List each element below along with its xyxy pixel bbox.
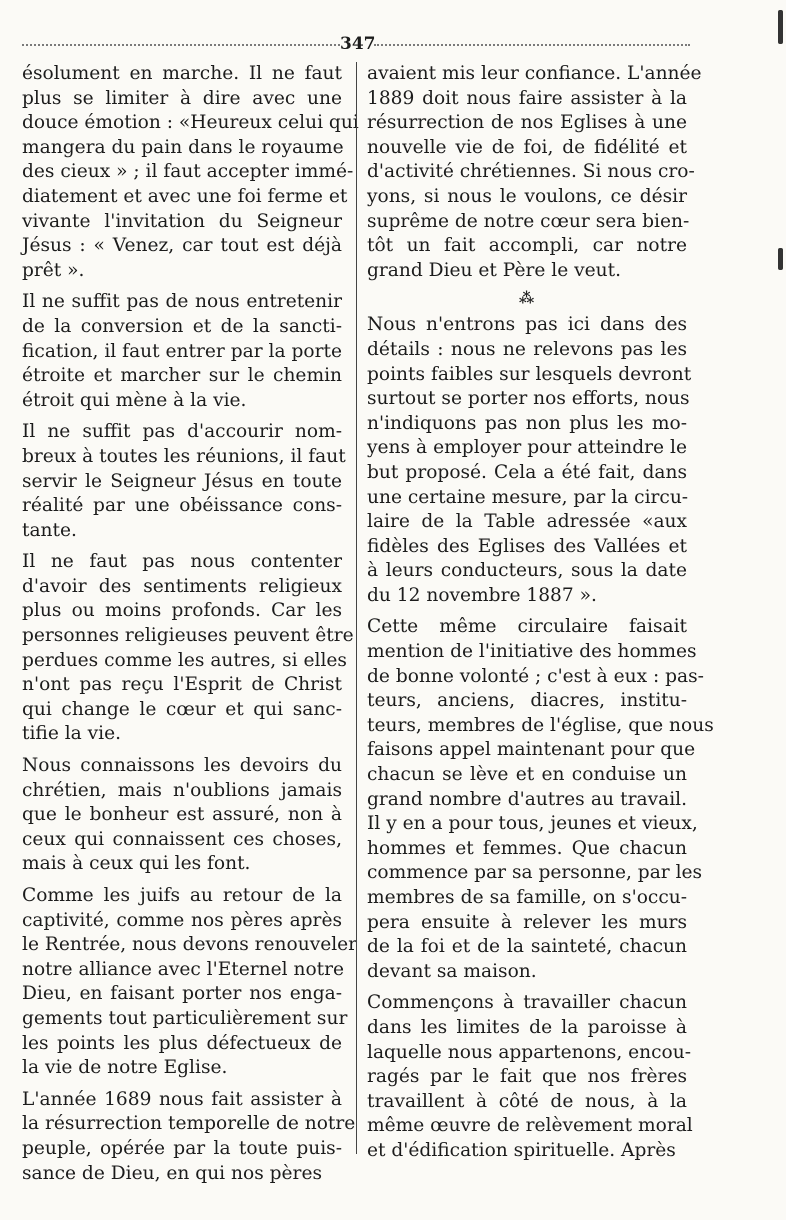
text-line: mais à ceux qui les font.: [22, 853, 251, 875]
paragraph-gap: [22, 1081, 342, 1088]
text-line: Il y en a pour tous, jeunes et vieux,: [367, 813, 698, 835]
text-line: douce émotion : «Heureux celui qui: [22, 112, 359, 134]
text-line: grand nombre d'autres au travail.: [367, 788, 687, 810]
paragraph: [367, 62, 702, 283]
text-line: ragés par le fait que nos frères: [367, 1066, 687, 1088]
paragraph: [22, 420, 346, 543]
text-line: laire de la Table adressée «aux: [367, 511, 687, 533]
text-line: pera ensuite à relever les murs: [367, 911, 687, 933]
text-line: des cieux » ; il faut accepter immé-: [22, 161, 354, 183]
text-line: hommes et femmes. Que chacun: [367, 837, 687, 859]
text-line: points faibles sur lesquels devront: [367, 363, 692, 385]
paragraph: [22, 1088, 356, 1186]
text-line: tifie la vie.: [22, 723, 122, 745]
text-line: 1889 doit nous faire assister à la: [367, 87, 687, 109]
text-line: commence par sa personne, par les: [367, 862, 703, 884]
text-line: et d'édification spirituelle. Après: [367, 1139, 676, 1161]
edge-scan-mark: [778, 10, 783, 44]
text-line: chrétien, mais n'oublions jamais: [22, 779, 342, 801]
text-line: Dieu, en faisant porter nos enga-: [22, 983, 342, 1005]
text-line: sance de Dieu, en qui nos pères: [22, 1162, 322, 1184]
text-line: faisons appel maintenant pour que: [367, 739, 696, 761]
text-line: du 12 novembre 1887 ».: [367, 584, 597, 606]
text-line: personnes religieuses peuvent être: [22, 625, 354, 647]
text-line: plus ou moins profonds. Car les: [22, 600, 342, 622]
text-line: suprême de notre cœur sera bien-: [367, 210, 690, 232]
column-divider: [356, 62, 357, 1154]
text-line: d'activité chrétiennes. Si nous cro-: [367, 161, 695, 183]
text-line: servir le Seigneur Jésus en toute: [22, 470, 342, 492]
text-line: d'avoir des sentiments religieux: [22, 575, 342, 597]
text-line: les points les plus défectueux de: [22, 1032, 342, 1054]
text-line: que le bonheur est assuré, non à: [22, 804, 342, 826]
text-line: n'indiquons pas non plus les mo-: [367, 412, 687, 434]
paragraph-gap: [367, 608, 687, 615]
header-rule-right: [374, 44, 690, 46]
text-line: peuple, opérée par la toute puis-: [22, 1137, 342, 1159]
text-line: plus se limiter à dire avec une: [22, 87, 342, 109]
header-rule-left: [22, 44, 340, 46]
text-line: notre alliance avec l'Eternel notre: [22, 958, 345, 980]
text-line: travaillent à côté de nous, à la: [367, 1090, 687, 1112]
text-line: chacun se lève et en conduise un: [367, 764, 687, 786]
text-line: le Rentrée, nous devons renouveler: [22, 934, 358, 956]
text-line: devant sa maison.: [367, 960, 537, 982]
text-line: ceux qui connaissent ces choses,: [22, 828, 342, 850]
paragraph-gap: [22, 283, 342, 290]
paragraph-gap: [22, 413, 342, 420]
paragraph: [22, 754, 342, 877]
text-line: de la conversion et de la sancti-: [22, 315, 342, 337]
text-line: captivité, comme nos pères après: [22, 909, 342, 931]
paragraph: [367, 615, 714, 984]
text-line: but proposé. Cela a été fait, dans: [367, 461, 687, 483]
text-line: résurrection de nos Eglises à une: [367, 112, 687, 134]
paragraph-gap: [22, 747, 342, 754]
paragraph-gap: [367, 984, 687, 991]
text-line: laquelle nous appartenons, encou-: [367, 1041, 692, 1063]
text-line: mangera du pain dans le royaume: [22, 136, 344, 158]
text-line: étroite et marcher sur le chemin: [22, 365, 342, 387]
section-separator: ⁂: [518, 289, 536, 308]
text-line: gements tout particulièrement sur: [22, 1007, 348, 1029]
text-line: étroit qui mène à la vie.: [22, 389, 247, 411]
text-line: qui change le cœur et qui sanc-: [22, 698, 342, 720]
text-line: nouvelle vie de foi, de fidélité et: [367, 136, 687, 158]
text-line: perdues comme les autres, si elles: [22, 649, 347, 671]
text-line: membres de sa famille, on s'occu-: [367, 887, 687, 908]
text-line: tante.: [22, 519, 77, 541]
text-line: de la foi et de la sainteté, chacun: [367, 936, 687, 958]
text-line: fidèles des Eglises des Vallées et: [367, 535, 687, 557]
text-line: Jésus : « Venez, car tout est déjà: [22, 235, 342, 257]
text-line: prêt ».: [22, 259, 85, 281]
text-line: diatement et avec une foi ferme et: [22, 185, 348, 207]
text-line: L'année 1689 nous fait assister à: [22, 1088, 342, 1110]
text-line: même œuvre de relèvement moral: [367, 1115, 693, 1137]
text-line: teurs, membres de l'église, que nous: [367, 714, 714, 736]
text-line: ésolument en marche. Il ne faut: [22, 63, 342, 84]
text-line: surtout se porter nos efforts, nous: [367, 388, 690, 410]
text-line: n'ont pas reçu l'Esprit de Christ: [22, 674, 342, 696]
paragraph-gap: [22, 543, 342, 550]
text-line: Nous n'entrons pas ici dans des: [367, 314, 687, 336]
text-line: Commençons à travailler chacun: [367, 992, 687, 1014]
paragraph-gap: [22, 877, 342, 884]
text-line: vivante l'invitation du Seigneur: [22, 210, 342, 232]
right-column: [367, 62, 714, 1164]
text-line: breux à toutes les réunions, il faut: [22, 445, 346, 467]
text-line: Nous connaissons les devoirs du: [22, 755, 342, 777]
paragraph: [367, 991, 693, 1163]
text-line: yens à employer pour atteindre le: [367, 437, 687, 459]
text-line: la vie de notre Eglise.: [22, 1057, 228, 1079]
text-line: Comme les juifs au retour de la: [22, 885, 342, 906]
paragraph: [367, 313, 692, 608]
text-line: Cette même circulaire faisait: [367, 616, 687, 638]
left-column: [22, 62, 359, 1186]
paragraph: [22, 884, 358, 1081]
paragraph: [22, 550, 354, 747]
text-line: la résurrection temporelle de notre: [22, 1113, 356, 1135]
text-line: Il ne suffit pas d'accourir nom-: [22, 421, 342, 443]
paragraph: [22, 62, 359, 283]
text-line: réalité par une obéissance cons-: [22, 495, 342, 517]
text-line: à leurs conducteurs, sous la date: [367, 560, 687, 582]
text-line: Il ne suffit pas de nous entretenir: [22, 291, 342, 313]
text-line: yons, si nous le voulons, ce désir: [367, 185, 687, 207]
text-line: mention de l'initiative des hommes: [367, 641, 697, 663]
text-line: teurs, anciens, diacres, institu-: [367, 690, 687, 712]
text-line: Il ne faut pas nous contenter: [22, 551, 342, 573]
text-line: dans les limites de la paroisse à: [367, 1016, 687, 1038]
text-line: une certaine mesure, par la circu-: [367, 486, 689, 508]
text-line: fication, il faut entrer par la porte: [22, 340, 342, 362]
text-line: détails : nous ne relevons pas les: [367, 338, 687, 360]
text-line: de bonne volonté ; c'est à eux : pas-: [367, 665, 704, 687]
text-line: grand Dieu et Père le veut.: [367, 259, 622, 281]
page-number: 347: [340, 34, 376, 54]
paragraph: [22, 290, 342, 413]
edge-scan-mark: [778, 248, 783, 270]
text-line: avaient mis leur confiance. L'année: [367, 63, 702, 84]
text-line: tôt un fait accompli, car notre: [367, 235, 687, 257]
